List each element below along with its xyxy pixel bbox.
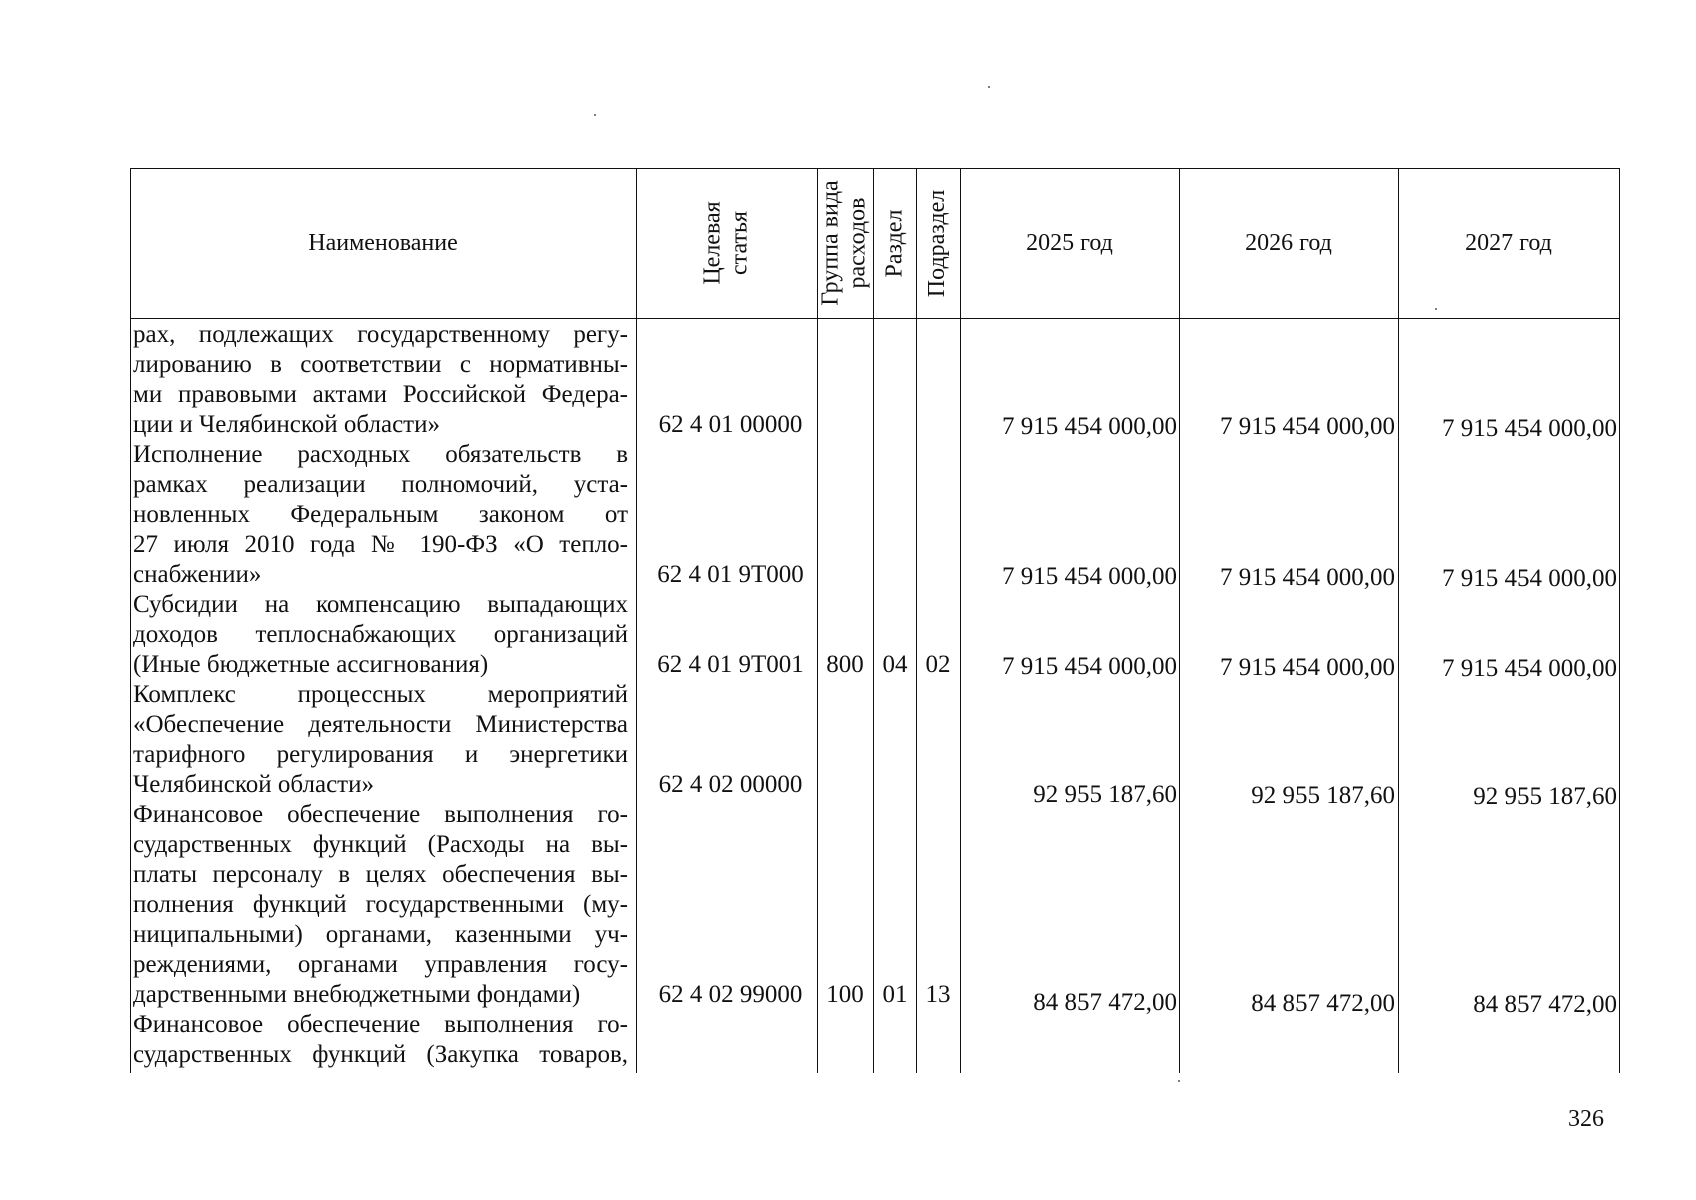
row-name-line: снабжении» <box>133 561 262 588</box>
header-name-text: Наименование <box>308 230 458 256</box>
row-value-2027: 7 915 454 000,00 <box>1442 565 1617 592</box>
row-name-line: реждениями, органами управления госу- <box>133 951 628 978</box>
row-name-line: тарифного регулирования и энергетики <box>133 741 628 768</box>
scan-speck <box>988 86 990 88</box>
page-number: 326 <box>1568 1106 1604 1132</box>
row-name-line: Субсидии на компенсацию выпадающих <box>133 591 628 618</box>
header-expense-group <box>817 168 873 318</box>
row-name-line: Финансовое обеспечение выполнения го- <box>133 1011 628 1038</box>
row-code: 62 4 02 00000 <box>658 771 803 798</box>
header-2027-text: 2027 год <box>1465 230 1552 256</box>
row-value-2025: 7 915 454 000,00 <box>1002 563 1177 590</box>
header-target-article-line1: Целевая <box>699 201 726 285</box>
scan-speck <box>594 114 596 116</box>
row-value-2027: 7 915 454 000,00 <box>1442 655 1617 682</box>
row-value-2026: 84 857 472,00 <box>1251 990 1395 1017</box>
row-name-line: новленных Федеральным законом от <box>133 501 628 528</box>
budget-table <box>130 168 1620 1073</box>
row-value-2027: 92 955 187,60 <box>1473 783 1617 810</box>
row-name-line: Исполнение расходных обязательств в <box>133 441 628 468</box>
row-group: 800 <box>826 651 864 678</box>
row-code: 62 4 01 9Т000 <box>657 561 804 588</box>
header-2025 <box>960 168 1179 318</box>
header-target-article-line2: статья <box>726 211 753 275</box>
row-value-2026: 7 915 454 000,00 <box>1220 564 1395 591</box>
row-name-line: Финансовое обеспечение выполнения го- <box>133 801 628 828</box>
row-name <box>133 590 628 680</box>
header-expense-group-text <box>818 180 872 305</box>
header-subsection-text: Подраздел <box>924 189 951 297</box>
header-section-text: Раздел <box>881 209 908 277</box>
header-2026 <box>1179 168 1398 318</box>
table-right-border <box>1619 168 1620 1073</box>
row-name-line: ниципальными) органами, казенными уч- <box>133 921 628 948</box>
header-section <box>873 168 916 318</box>
row-code: 62 4 01 9Т001 <box>657 651 804 678</box>
header-expense-group-line2: расходов <box>845 197 871 289</box>
scan-speck <box>1178 1080 1180 1082</box>
row-name-line: ции и Челябинской области» <box>133 411 440 438</box>
row-section: 04 <box>882 651 908 678</box>
row-value-2027: 7 915 454 000,00 <box>1442 415 1617 442</box>
row-name-line: (Иные бюджетные ассигнования) <box>133 651 489 678</box>
row-name <box>133 800 628 1010</box>
row-name <box>133 1010 628 1070</box>
row-value-2025: 92 955 187,60 <box>1033 781 1177 808</box>
row-name-line: сударственных функций (Расходы на вы- <box>133 831 628 858</box>
row-name-line: доходов теплоснабжающих организаций <box>133 621 628 648</box>
row-value-2025: 84 857 472,00 <box>1033 989 1177 1016</box>
row-value-2027: 84 857 472,00 <box>1473 991 1617 1018</box>
row-code: 62 4 01 00000 <box>658 411 803 438</box>
row-name-line: лированию в соответствии с нормативны- <box>133 351 628 378</box>
header-bottom-border <box>130 318 1620 319</box>
row-code: 62 4 02 99000 <box>658 981 803 1008</box>
header-2026-text: 2026 год <box>1245 230 1332 256</box>
row-name-line: полнения функций государственными (му- <box>133 891 628 918</box>
row-name <box>133 680 628 800</box>
row-name-line: сударственных функций (Закупка товаров, <box>133 1041 628 1068</box>
row-value-2026: 7 915 454 000,00 <box>1220 413 1395 440</box>
header-target-article <box>636 168 817 318</box>
row-name-line: рах, подлежащих государственному регу- <box>133 321 628 348</box>
header-2025-text: 2025 год <box>1026 230 1113 256</box>
scan-speck <box>1435 308 1437 310</box>
row-name-line: 27 июля 2010 года № 190-ФЗ «О тепло- <box>133 531 628 558</box>
header-subsection <box>916 168 960 318</box>
row-name-line: Комплекс процессных мероприятий <box>133 681 628 708</box>
row-name-line: ми правовыми актами Российской Федера- <box>133 381 628 408</box>
header-target-article-text <box>699 201 753 284</box>
row-value-2025: 7 915 454 000,00 <box>1002 653 1177 680</box>
row-section: 01 <box>882 981 908 1008</box>
row-name-line: Челябинской области» <box>133 771 374 798</box>
row-value-2026: 92 955 187,60 <box>1251 782 1395 809</box>
row-name-line: «Обеспечение деятельности Министерства <box>133 711 628 738</box>
row-name <box>133 320 628 440</box>
row-value-2025: 7 915 454 000,00 <box>1002 413 1177 440</box>
row-name-line: дарственными внебюджетными фондами) <box>133 981 581 1008</box>
row-name-line: рамках реализации полномочий, уста- <box>133 471 628 498</box>
row-name <box>133 440 628 590</box>
header-expense-group-line1: Группа вида <box>818 180 844 306</box>
row-group: 100 <box>826 981 864 1008</box>
header-name <box>130 168 636 318</box>
row-subsection: 02 <box>925 651 951 678</box>
header-2027 <box>1398 168 1619 318</box>
row-name-line: платы персоналу в целях обеспечения вы- <box>133 861 628 888</box>
row-subsection: 13 <box>925 981 951 1008</box>
row-value-2026: 7 915 454 000,00 <box>1220 654 1395 681</box>
